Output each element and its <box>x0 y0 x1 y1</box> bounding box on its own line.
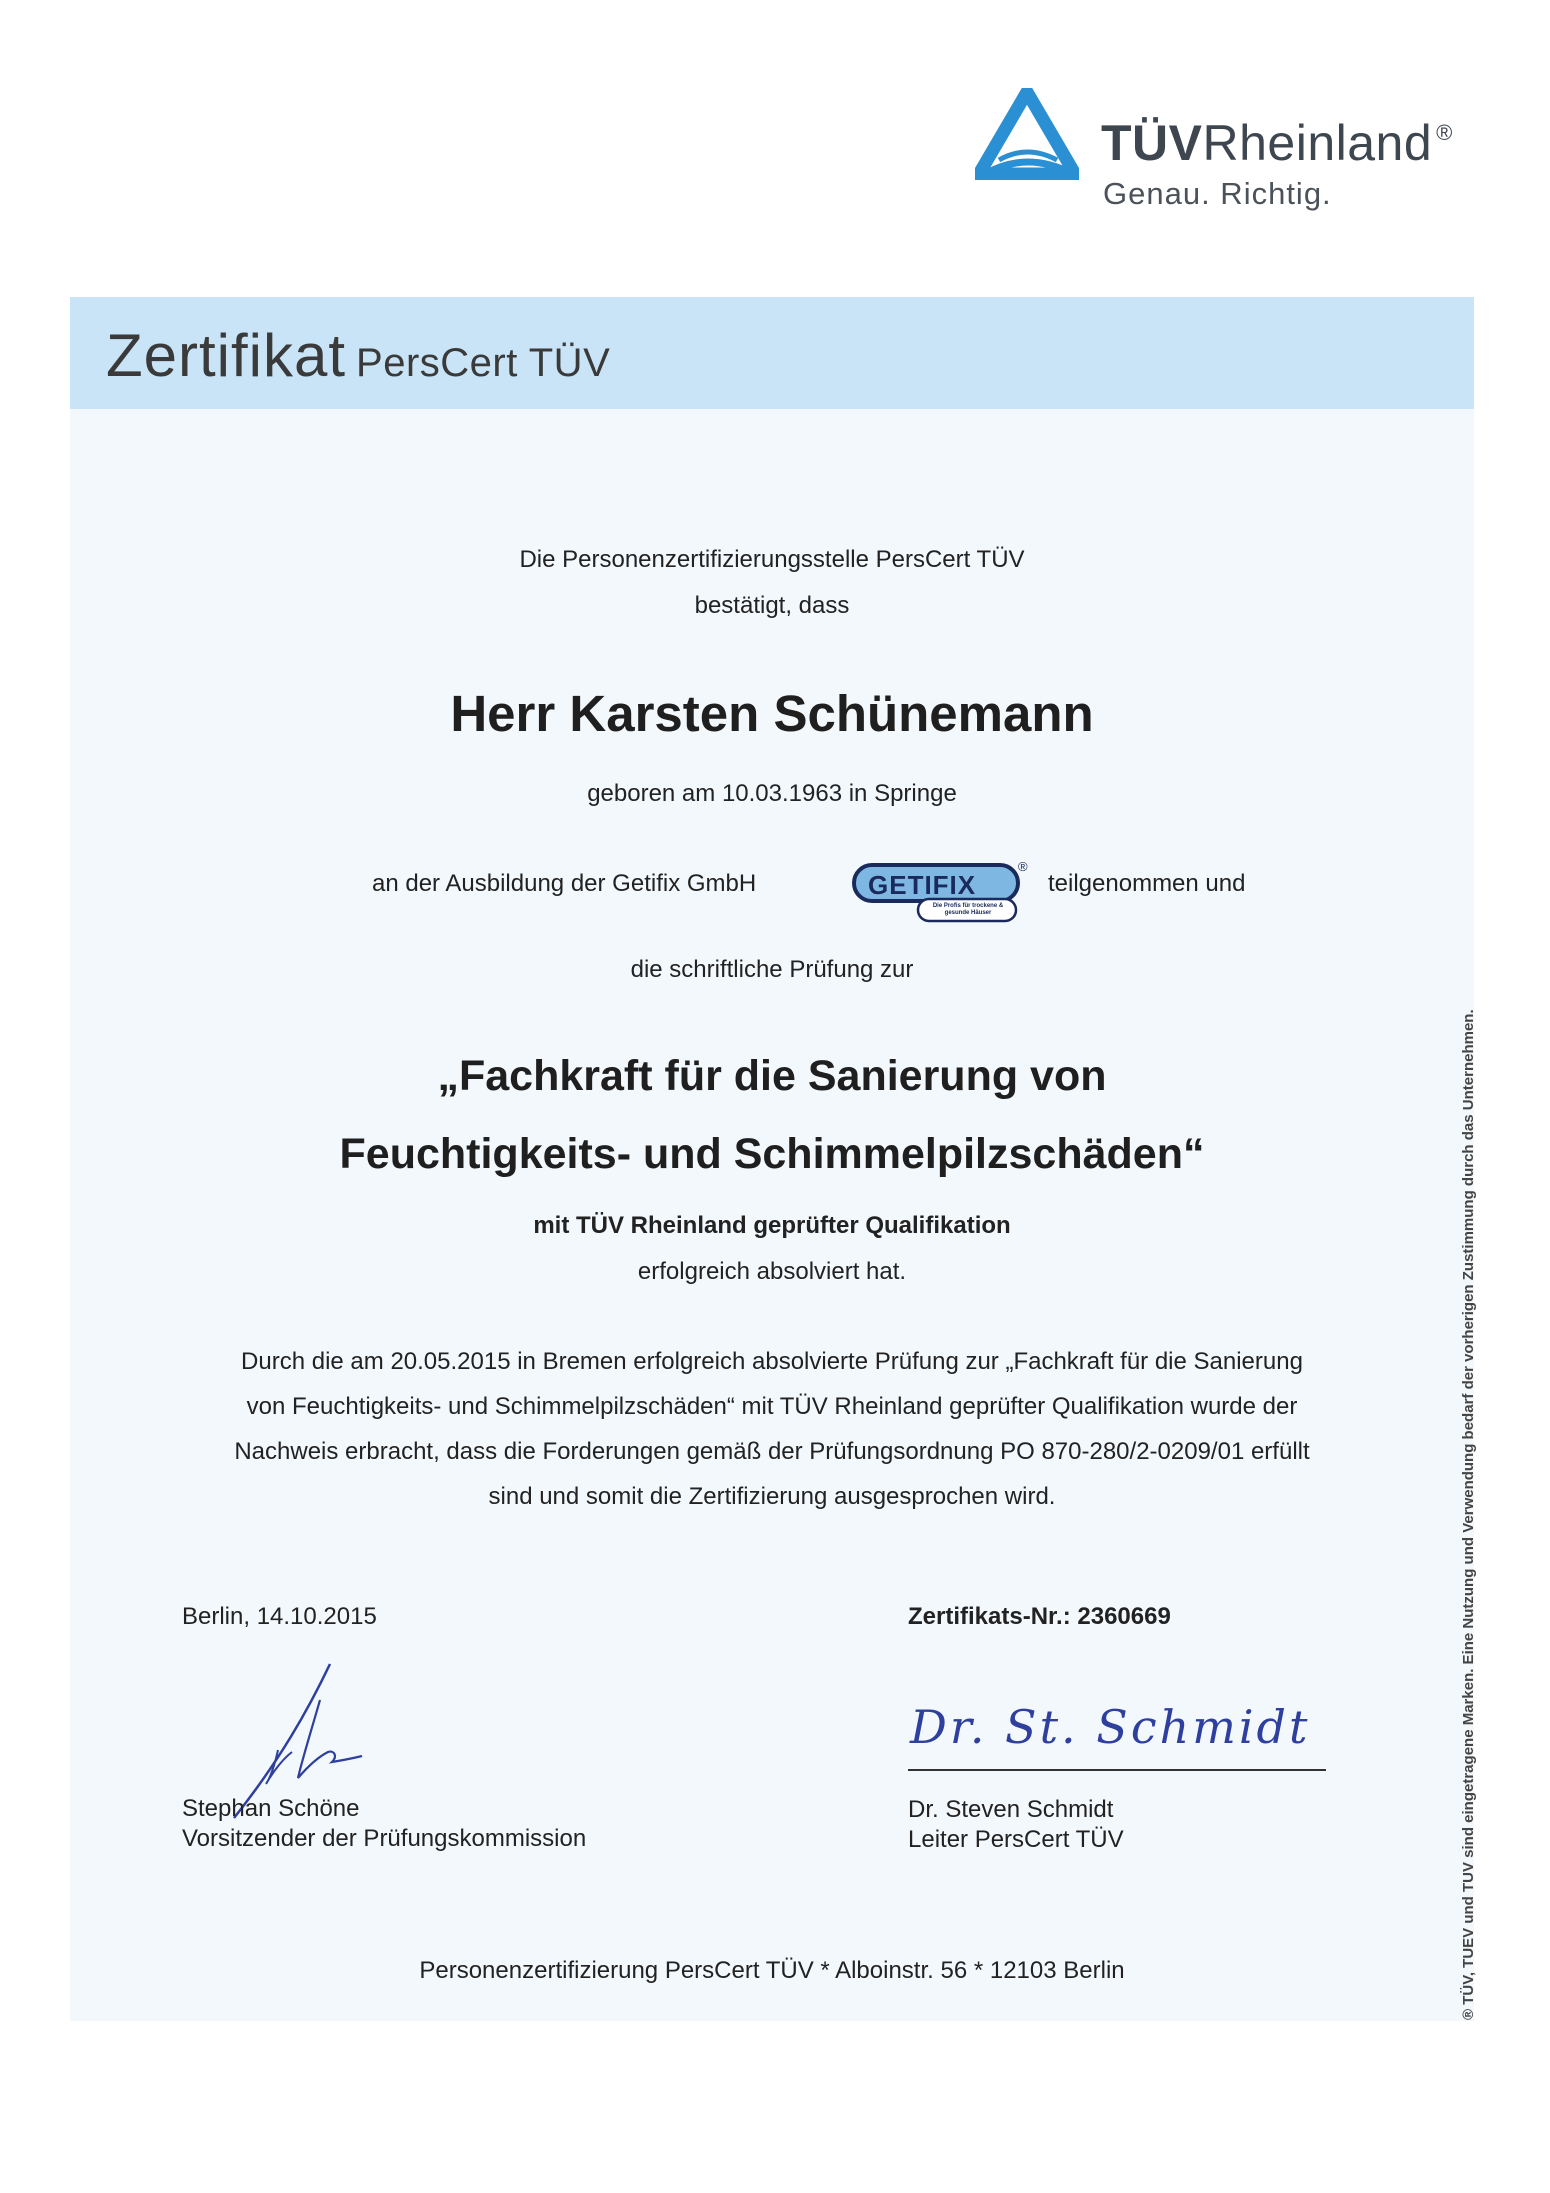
logo-registered-mark: ® <box>1436 120 1453 145</box>
right-signature-line <box>908 1769 1326 1771</box>
getifix-tagline: Die Profis für trockene & gesunde Häuser <box>932 903 1004 916</box>
left-signer-role: Vorsitzender der Prüfungskommission <box>182 1825 587 1852</box>
title-small: PersCert TÜV <box>356 341 611 385</box>
title-large: Zertifikat <box>106 322 347 389</box>
tuv-triangle-logo-icon <box>975 88 1079 180</box>
certificate-number: Zertifikats-Nr.: 2360669 <box>908 1603 1171 1630</box>
left-signer-name: Stephan Schöne <box>182 1795 360 1822</box>
paragraph-line-3: Nachweis erbracht, dass die Forderungen gemäß der Prüfungsordnung PO 870-280/2-0209/01 erfüllt <box>234 1438 1310 1465</box>
training-text-right: teilgenommen und <box>1048 870 1246 897</box>
intro-line-1: Die Personenzertifizierungsstelle PersCert TÜV <box>519 546 1025 573</box>
header-band <box>70 297 1474 409</box>
logo-slogan: Genau. Richtig. <box>1103 176 1332 211</box>
completed-line: erfolgreich absolviert hat. <box>637 1258 907 1285</box>
getifix-registered: ® <box>1018 859 1028 874</box>
qualification-subtitle: mit TÜV Rheinland geprüfter Qualifikation <box>533 1212 1011 1239</box>
logo-brand-regular: Rheinland <box>1202 115 1433 171</box>
exam-line: die schriftliche Prüfung zur <box>630 956 914 983</box>
tuv-rheinland-logo <box>975 88 1495 228</box>
paragraph-line-1: Durch die am 20.05.2015 in Bremen erfolgreich absolvierte Prüfung zur „Fachkraft für die Sanierung <box>241 1348 1303 1375</box>
right-signature-script: Dr. St. Schmidt <box>910 1700 1311 1754</box>
paragraph-line-2: von Feuchtigkeits- und Schimmelpilzschäden“ mit TÜV Rheinland geprüfter Qualifikation wurde der <box>246 1393 1298 1420</box>
training-text-left: an der Ausbildung der Getifix GmbH <box>372 870 757 897</box>
qualification-line-1: „Fachkraft für die Sanierung von <box>437 1052 1107 1100</box>
paragraph-line-4: sind und somit die Zertifizierung ausgesprochen wird. <box>488 1483 1056 1510</box>
getifix-name: GETIFIX <box>868 870 977 900</box>
trademark-side-notice: ® TÜV, TUEV und TUV sind eingetragene Marken. Eine Nutzung und Verwendung bedarf der vorherigen Zustimmung durch das Unternehmen. <box>1460 1009 1477 2020</box>
qualification-line-2: Feuchtigkeits- und Schimmelpilzschäden“ <box>339 1130 1205 1178</box>
birth-line: geboren am 10.03.1963 in Springe <box>587 780 957 807</box>
logo-brand-bold: TÜV <box>1101 115 1203 171</box>
footer-address: Personenzertifizierung PersCert TÜV * Alboinstr. 56 * 12103 Berlin <box>419 1957 1125 1984</box>
logo-brand-text <box>1101 114 1453 172</box>
right-signer-name: Dr. Steven Schmidt <box>908 1796 1114 1823</box>
place-date: Berlin, 14.10.2015 <box>182 1603 377 1630</box>
certificate-title <box>106 321 610 390</box>
right-signer-role: Leiter PersCert TÜV <box>908 1826 1124 1853</box>
getifix-logo <box>852 861 1032 931</box>
person-name: Herr Karsten Schünemann <box>450 685 1094 742</box>
intro-line-2: bestätigt, dass <box>694 592 850 619</box>
